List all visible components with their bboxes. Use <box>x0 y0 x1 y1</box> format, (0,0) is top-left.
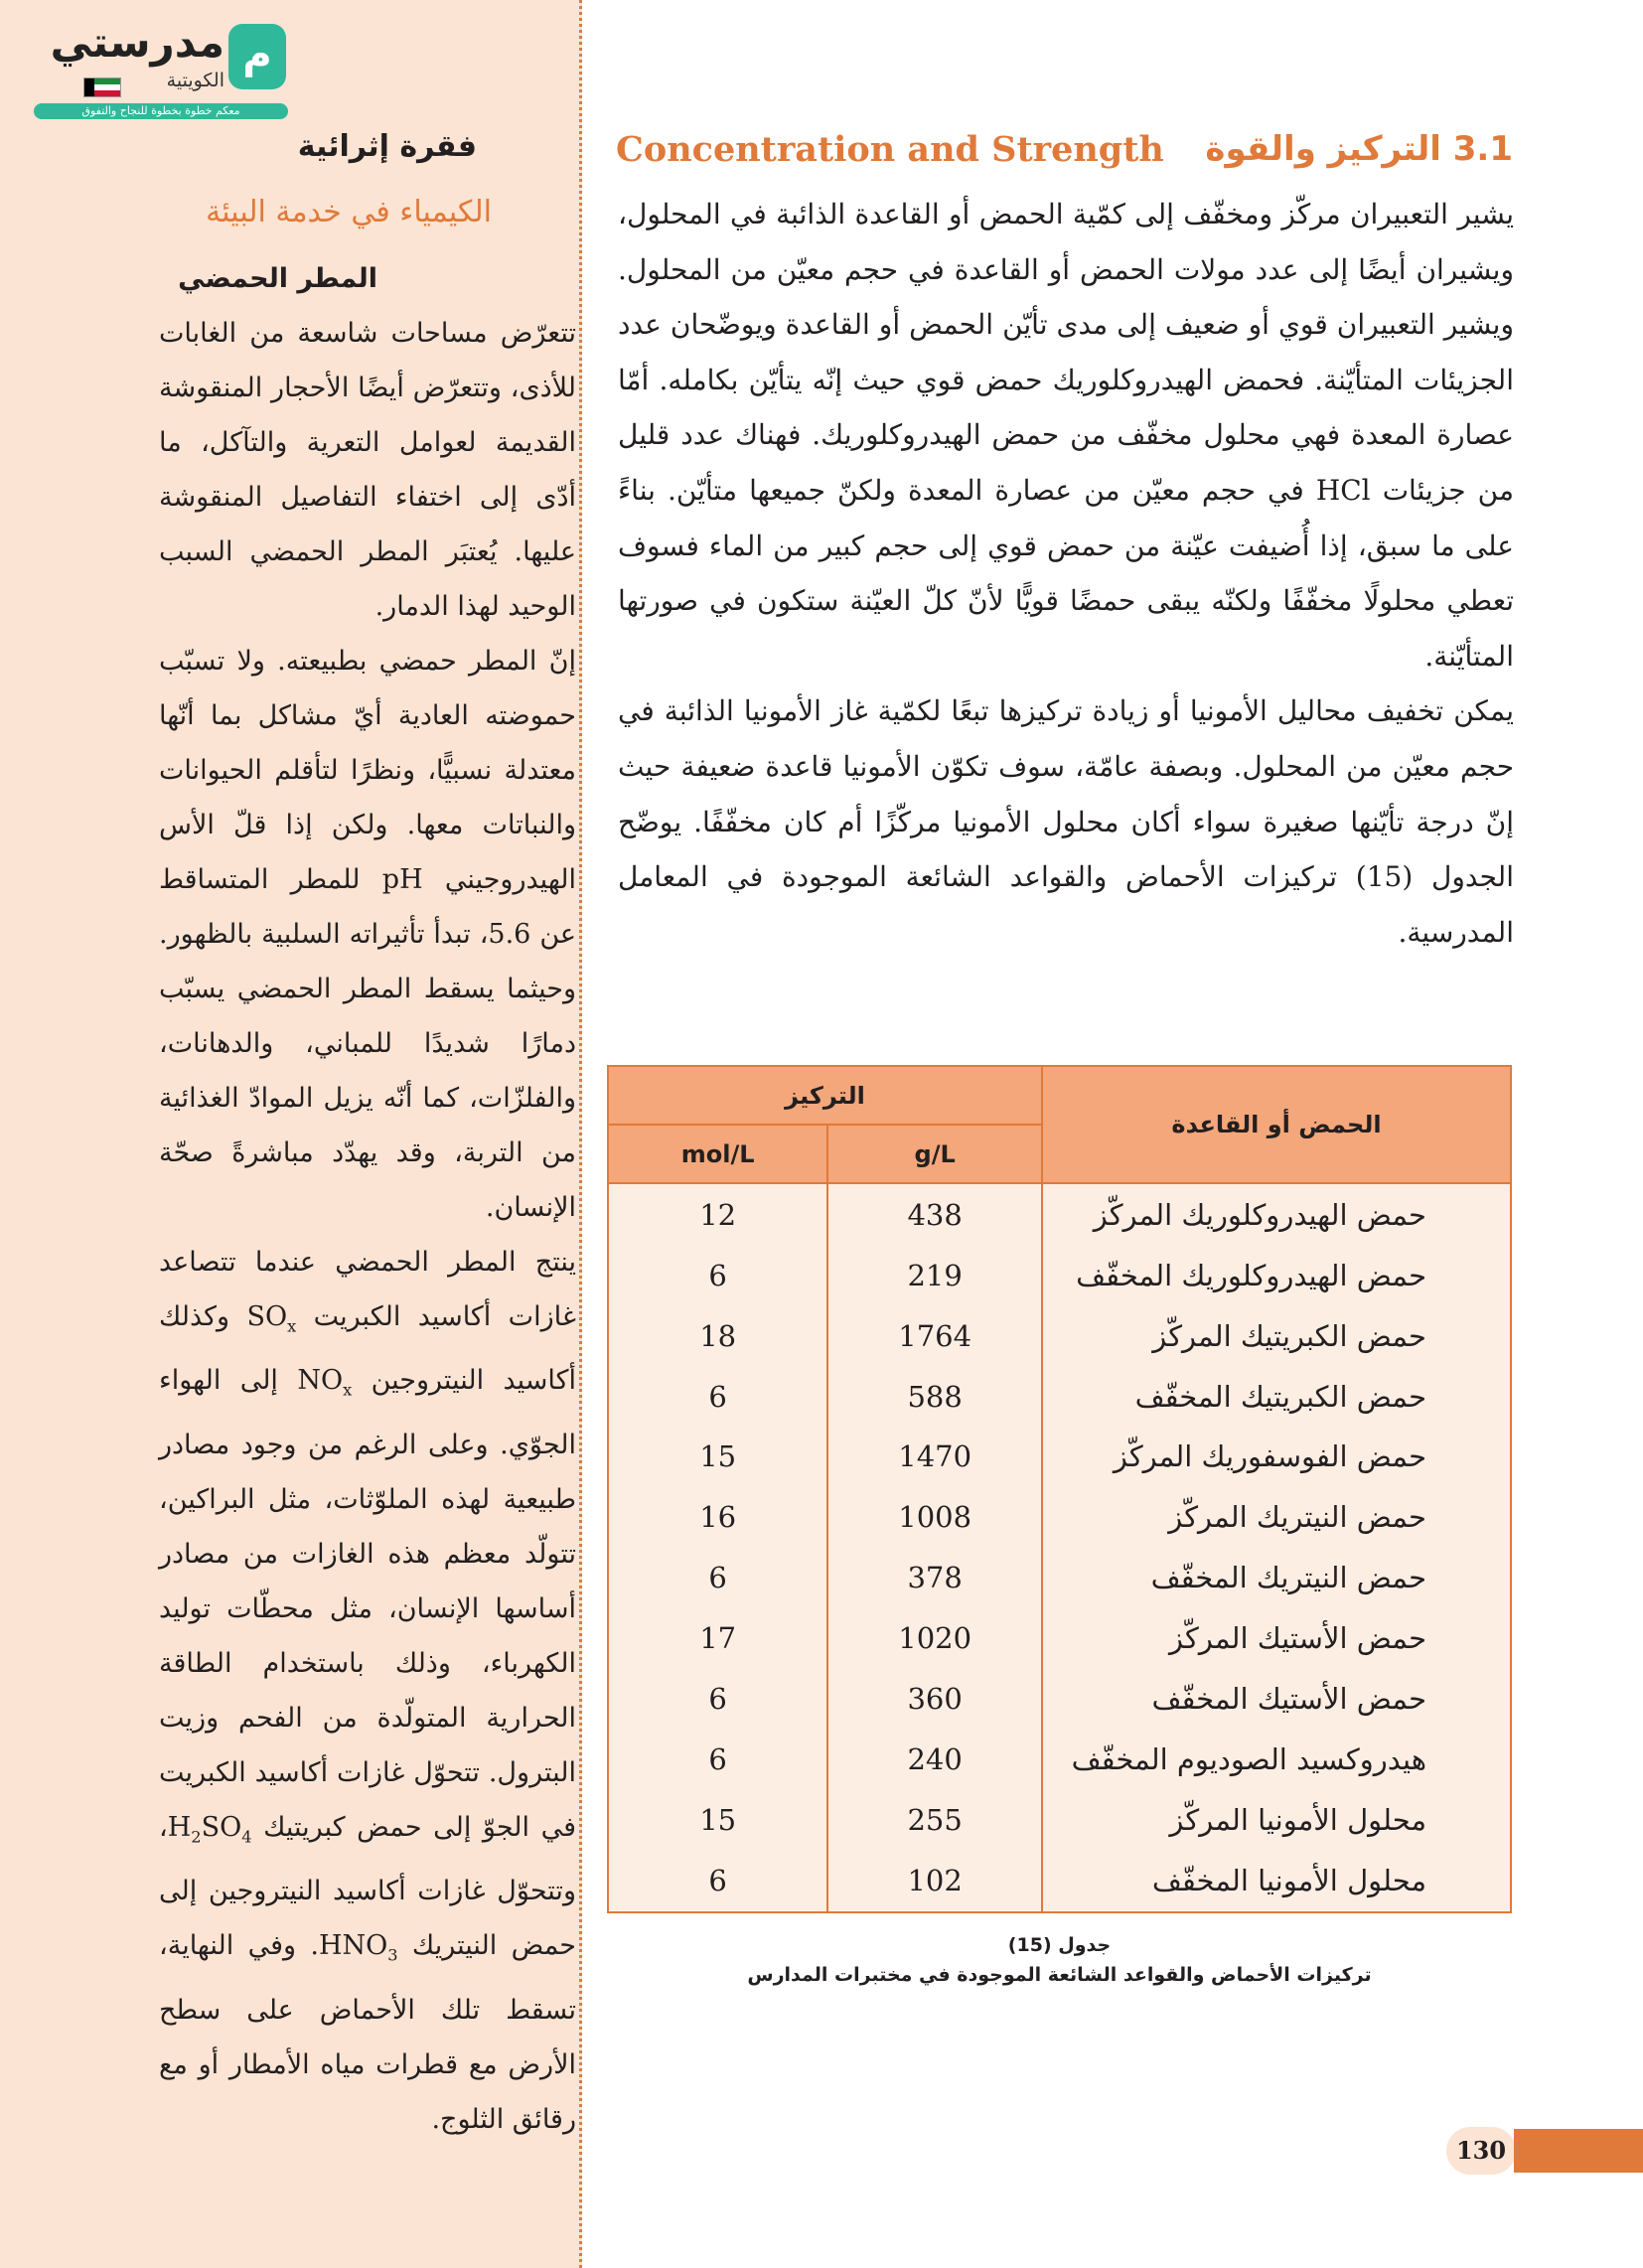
cell-gl: 255 <box>827 1790 1042 1851</box>
kuwait-flag-icon <box>83 77 121 97</box>
cell-substance: هيدروكسيد الصوديوم المخفّف <box>1042 1730 1511 1790</box>
sidebar-body <box>159 306 576 2147</box>
table-row <box>608 1183 1511 1245</box>
cell-gl: 1470 <box>827 1427 1042 1487</box>
table-row <box>608 1790 1511 1851</box>
table-row <box>608 1305 1511 1366</box>
cell-moll: 6 <box>608 1669 827 1730</box>
header-moll: mol/L <box>608 1125 827 1183</box>
enrichment-sidebar <box>0 0 582 2268</box>
caption-title: جدول (15) <box>1007 1934 1112 1956</box>
cell-gl: 378 <box>827 1548 1042 1608</box>
cell-substance: حمض الكبريتيك المخفّف <box>1042 1366 1511 1427</box>
cell-moll: 6 <box>608 1245 827 1305</box>
logo-mark-icon: م <box>228 24 286 89</box>
logo-name: مدرستي <box>50 18 224 67</box>
cell-gl: 1008 <box>827 1487 1042 1548</box>
cell-moll: 17 <box>608 1608 827 1669</box>
cell-substance: حمض الفوسفوريك المركّز <box>1042 1427 1511 1487</box>
cell-substance: حمض الهيدروكلوريك المركّز <box>1042 1183 1511 1245</box>
cell-moll: 6 <box>608 1730 827 1790</box>
table-body <box>608 1183 1511 1912</box>
table-row <box>608 1730 1511 1790</box>
cell-gl: 588 <box>827 1366 1042 1427</box>
main-text <box>618 187 1514 960</box>
cell-moll: 12 <box>608 1183 827 1245</box>
cell-gl: 1020 <box>827 1608 1042 1669</box>
header-concentration: التركيز <box>608 1066 1042 1125</box>
section-heading <box>616 129 1513 179</box>
cell-gl: 1764 <box>827 1305 1042 1366</box>
cell-gl: 240 <box>827 1730 1042 1790</box>
main-paragraph: يمكن تخفيف محاليل الأمونيا أو زيادة تركيزها تبعًا لكمّية غاز الأمونيا الذائبة في حجم معيّن من المحلول. وبصفة عامّة، سوف تكوّن الأمونيا قاعدة ضعيفة حيث إنّ درجة تأيّنها صغيرة سواء أكان محلول الأمونيا مركّزًا أم كان مخفّفًا. يوضّح الجدول (15) تركيزات الأحماض والقواعد الشائعة الموجودة في المعامل المدرسية. <box>618 694 1514 949</box>
cell-moll: 6 <box>608 1548 827 1608</box>
cell-moll: 16 <box>608 1487 827 1548</box>
cell-substance: محلول الأمونيا المخفّف <box>1042 1851 1511 1912</box>
header-substance: الحمض أو القاعدة <box>1042 1066 1511 1183</box>
cell-gl: 438 <box>827 1183 1042 1245</box>
table-row <box>608 1851 1511 1912</box>
cell-substance: حمض الأستيك المركّز <box>1042 1608 1511 1669</box>
cell-gl: 102 <box>827 1851 1042 1912</box>
main-paragraph: يشير التعبيران مركّز ومخفّف إلى كمّية الحمض أو القاعدة الذائبة في المحلول، ويشيران أيضًا إلى عدد مولات الحمض أو القاعدة في حجم معيّن من المحلول. ويشير التعبيران قوي أو ضعيف إلى مدى تأيّن الحمض أو القاعدة ويوضّحان عدد الجزيئات المتأيّنة. فحمض الهيدروكلوريك حمض قوي حيث إنّه يتأيّن بكامله. أمّا عصارة المعدة فهي محلول مخفّف من حمض الهيدروكلوريك. فهناك عدد قليل من جزيئات HCl في حجم معيّن من عصارة المعدة ولكنّ جميعها متأيّن. بناءً على ما سبق، إذا أُضيفت عيّنة من حمض قوي إلى حجم كبير من الماء فسوف تعطي محلولًا مخفّفًا ولكنّه يبقى حمضًا قويًّا لأنّ كلّ العيّنة ستكون في صورتها المتأيّنة. <box>618 198 1514 673</box>
section-title-english: Concentration and Strength <box>616 129 1164 170</box>
sidebar-heading: فقرة إثرائية <box>297 129 477 164</box>
cell-substance: حمض النيتريك المخفّف <box>1042 1548 1511 1608</box>
sidebar-paragraph: إنّ المطر حمضي بطبيعته. ولا تسبّب حموضته العادية أيّ مشاكل بما أنّها معتدلة نسبيًّا، ونظرًا لتأقلم الحيوانات والنباتات معها. ولكن إذا قلّ الأس الهيدروجيني pH للمطر المتساقط عن 5.6، تبدأ تأثيراته السلبية بالظهور. وحيثما يسقط المطر الحمضي يسبّب دمارًا شديدًا للمباني، والدهانات، والفلزّات، كما أنّه يزيل الموادّ الغذائية من التربة، وقد يهدّد مباشرةً صحّة الإنسان. <box>159 646 576 1223</box>
cell-gl: 219 <box>827 1245 1042 1305</box>
table-row <box>608 1487 1511 1548</box>
table-row <box>608 1548 1511 1608</box>
sidebar-paragraph: تتعرّض مساحات شاسعة من الغابات للأذى، وتتعرّض أيضًا الأحجار المنقوشة القديمة لعوامل التعرية والتآكل، ما أدّى إلى اختفاء التفاصيل المنقوشة عليها. يُعتبَر المطر الحمضي السبب الوحيد لهذا الدمار. <box>159 318 576 622</box>
header-gl: g/L <box>827 1125 1042 1183</box>
table-row <box>608 1608 1511 1669</box>
concentration-table <box>607 1065 1512 1913</box>
table-caption <box>607 1930 1512 1990</box>
caption-text: تركيزات الأحماض والقواعد الشائعة الموجودة في مختبرات المدارس <box>747 1964 1372 1986</box>
cell-substance: حمض الكبريتيك المركّز <box>1042 1305 1511 1366</box>
cell-substance: محلول الأمونيا المركّز <box>1042 1790 1511 1851</box>
cell-gl: 360 <box>827 1669 1042 1730</box>
page-bar <box>1514 2129 1643 2173</box>
madrasati-logo[interactable] <box>34 18 288 119</box>
cell-moll: 18 <box>608 1305 827 1366</box>
table-row <box>608 1366 1511 1427</box>
cell-moll: 6 <box>608 1851 827 1912</box>
page-number: 130 <box>1446 2127 1516 2175</box>
cell-substance: حمض الهيدروكلوريك المخفّف <box>1042 1245 1511 1305</box>
cell-substance: حمض الأستيك المخفّف <box>1042 1669 1511 1730</box>
sidebar-paragraph: ينتج المطر الحمضي عندما تتصاعد غازات أكاسيد الكبريت $SO_x$ وكذلك أكاسيد النيتروجين $NO_x$ إلى الهواء الجوّي. وعلى الرغم من وجود مصادر طبيعية لهذه الملوّثات، مثل البراكين، تتولّد معظم هذه الغازات من مصادر أساسها الإنسان، مثل محطّات توليد الكهرباء، وذلك باستخدام الطاقة الحرارية المتولّدة من الفحم وزيت البترول. تتحوّل غازات أكاسيد الكبريت في الجوّ إلى حمض كبريتيك $H_2SO_4،$ وتتحوّل غازات أكاسيد النيتروجين إلى حمض النيتريك $HNO_3$. وفي النهاية، تسقط تلك الأحماض على سطح الأرض مع قطرات مياه الأمطار أو مع رقائق الثلوج. <box>159 1247 576 2135</box>
sidebar-subheading: الكيمياء في خدمة البيئة <box>206 195 492 229</box>
logo-tagline: معكم خطوة بخطوة للنجاح والتفوق <box>34 103 288 119</box>
cell-moll: 15 <box>608 1427 827 1487</box>
sidebar-title: المطر الحمضي <box>178 263 377 294</box>
table-row <box>608 1245 1511 1305</box>
cell-moll: 15 <box>608 1790 827 1851</box>
cell-moll: 6 <box>608 1366 827 1427</box>
logo-subtitle: الكويتية <box>166 70 224 91</box>
section-title-arabic: 3.1 التركيز والقوة <box>1205 129 1513 169</box>
cell-substance: حمض النيتريك المركّز <box>1042 1487 1511 1548</box>
table-row <box>608 1427 1511 1487</box>
table-row <box>608 1669 1511 1730</box>
